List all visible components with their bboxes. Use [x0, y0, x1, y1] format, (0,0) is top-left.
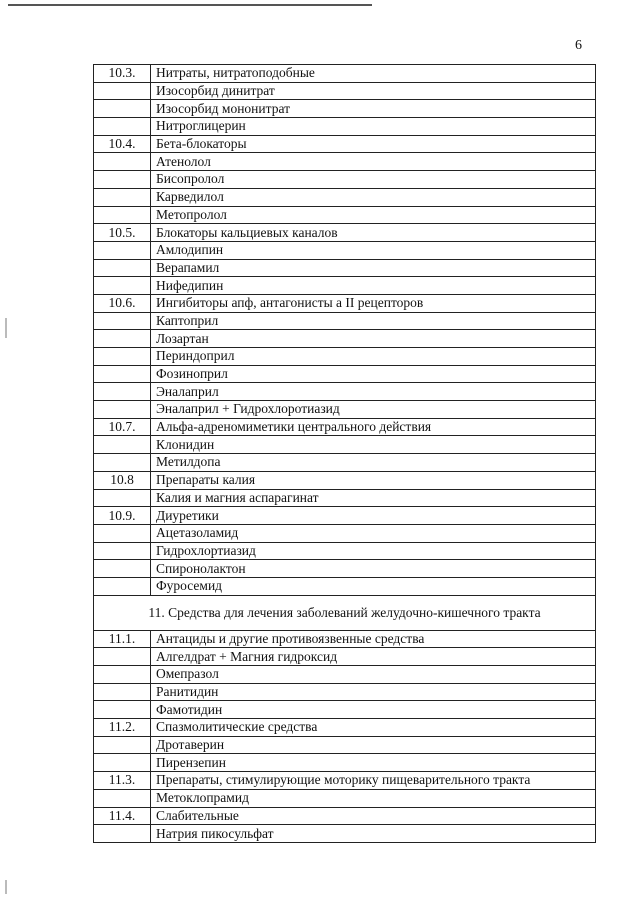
table-row [94, 630, 596, 648]
row-number-cell [94, 330, 151, 348]
table-row [94, 118, 596, 136]
table-row [94, 789, 596, 807]
row-number-cell [94, 365, 151, 383]
table-row [94, 577, 596, 595]
table-row [94, 294, 596, 312]
table-row [94, 383, 596, 401]
row-number-cell [94, 648, 151, 666]
table-row [94, 719, 596, 737]
row-name-cell: Лозартан [151, 330, 596, 348]
table-row [94, 701, 596, 719]
row-name-cell: Калия и магния аспарагинат [151, 489, 596, 507]
row-number-cell [94, 312, 151, 330]
row-number-cell [94, 277, 151, 295]
table-row [94, 401, 596, 419]
table-row [94, 330, 596, 348]
row-number-cell [94, 683, 151, 701]
row-number-cell: 10.3. [94, 65, 151, 83]
row-name-cell: Атенолол [151, 153, 596, 171]
row-number-cell [94, 701, 151, 719]
row-name-cell: Нифедипин [151, 277, 596, 295]
row-name-cell: Ранитидин [151, 683, 596, 701]
row-number-cell: 10.7. [94, 418, 151, 436]
table-row [94, 365, 596, 383]
table-row [94, 524, 596, 542]
table-row [94, 736, 596, 754]
section-heading-row [94, 595, 596, 630]
table-row [94, 259, 596, 277]
row-name-cell: Слабительные [151, 807, 596, 825]
table-row [94, 135, 596, 153]
row-name-cell: Фуросемид [151, 577, 596, 595]
row-number-cell: 10.8 [94, 471, 151, 489]
row-name-cell: Натрия пикосульфат [151, 825, 596, 843]
row-number-cell [94, 577, 151, 595]
row-number-cell: 11.4. [94, 807, 151, 825]
row-number-cell [94, 454, 151, 472]
table-row [94, 153, 596, 171]
scan-top-line [8, 4, 372, 6]
row-number-cell [94, 789, 151, 807]
table-row [94, 454, 596, 472]
row-name-cell: Метилдопа [151, 454, 596, 472]
table-row [94, 188, 596, 206]
scan-margin-mark [5, 880, 7, 894]
table-row [94, 348, 596, 366]
row-name-cell: Метоклопрамид [151, 789, 596, 807]
row-number-cell [94, 383, 151, 401]
row-name-cell: Эналаприл [151, 383, 596, 401]
page-number: 6 [575, 38, 582, 53]
row-name-cell: Ингибиторы апф, антагонисты а II рецепторов [151, 294, 596, 312]
row-name-cell: Пирензепин [151, 754, 596, 772]
table-row [94, 206, 596, 224]
table-row [94, 471, 596, 489]
row-name-cell: Клонидин [151, 436, 596, 454]
table-row [94, 312, 596, 330]
table-row [94, 100, 596, 118]
row-number-cell [94, 188, 151, 206]
row-name-cell: Нитраты, нитратоподобные [151, 65, 596, 83]
row-number-cell [94, 259, 151, 277]
row-number-cell [94, 542, 151, 560]
row-number-cell: 10.6. [94, 294, 151, 312]
row-name-cell: Карведилол [151, 188, 596, 206]
row-number-cell: 11.3. [94, 772, 151, 790]
row-number-cell [94, 401, 151, 419]
row-name-cell: Препараты, стимулирующие моторику пищеварительного тракта [151, 772, 596, 790]
row-name-cell: Блокаторы кальциевых каналов [151, 224, 596, 242]
row-number-cell: 10.9. [94, 507, 151, 525]
table-row [94, 825, 596, 843]
medication-table [93, 64, 596, 843]
row-name-cell: Препараты калия [151, 471, 596, 489]
row-name-cell: Алгелдрат + Магния гидроксид [151, 648, 596, 666]
row-number-cell [94, 100, 151, 118]
row-name-cell: Ацетазоламид [151, 524, 596, 542]
table-row [94, 754, 596, 772]
section-heading: 11. Средства для лечения заболеваний желудочно-кишечного тракта [94, 595, 596, 630]
table-row [94, 683, 596, 701]
row-name-cell: Фозиноприл [151, 365, 596, 383]
row-number-cell [94, 436, 151, 454]
row-name-cell: Периндоприл [151, 348, 596, 366]
row-name-cell: Бета-блокаторы [151, 135, 596, 153]
row-name-cell: Изосорбид динитрат [151, 82, 596, 100]
row-number-cell [94, 348, 151, 366]
row-number-cell [94, 118, 151, 136]
row-number-cell [94, 524, 151, 542]
row-name-cell: Каптоприл [151, 312, 596, 330]
row-name-cell: Метопролол [151, 206, 596, 224]
row-name-cell: Альфа-адреномиметики центрального действия [151, 418, 596, 436]
row-name-cell: Дротаверин [151, 736, 596, 754]
table-row [94, 277, 596, 295]
table-row [94, 542, 596, 560]
row-name-cell: Диуретики [151, 507, 596, 525]
row-number-cell: 10.4. [94, 135, 151, 153]
table-row [94, 807, 596, 825]
table-row [94, 418, 596, 436]
row-name-cell: Антациды и другие противоязвенные средства [151, 630, 596, 648]
table-row [94, 666, 596, 684]
table-row [94, 648, 596, 666]
table-row [94, 489, 596, 507]
row-number-cell [94, 241, 151, 259]
table-row [94, 436, 596, 454]
row-number-cell: 11.1. [94, 630, 151, 648]
row-name-cell: Эналаприл + Гидрохлоротиазид [151, 401, 596, 419]
row-name-cell: Фамотидин [151, 701, 596, 719]
row-name-cell: Изосорбид мононитрат [151, 100, 596, 118]
row-name-cell: Нитроглицерин [151, 118, 596, 136]
row-number-cell [94, 153, 151, 171]
row-number-cell: 10.5. [94, 224, 151, 242]
row-number-cell [94, 560, 151, 578]
table-row [94, 507, 596, 525]
table-row [94, 560, 596, 578]
row-number-cell [94, 666, 151, 684]
row-name-cell: Амлодипин [151, 241, 596, 259]
row-number-cell [94, 206, 151, 224]
table-row [94, 772, 596, 790]
table-row [94, 171, 596, 189]
table-row [94, 224, 596, 242]
table-row [94, 241, 596, 259]
row-number-cell [94, 754, 151, 772]
row-number-cell [94, 171, 151, 189]
row-number-cell [94, 736, 151, 754]
row-number-cell [94, 825, 151, 843]
row-number-cell: 11.2. [94, 719, 151, 737]
table-row [94, 82, 596, 100]
scan-margin-mark [5, 318, 7, 338]
row-number-cell [94, 82, 151, 100]
row-name-cell: Спиронолактон [151, 560, 596, 578]
row-number-cell [94, 489, 151, 507]
row-name-cell: Спазмолитические средства [151, 719, 596, 737]
table-row [94, 65, 596, 83]
row-name-cell: Верапамил [151, 259, 596, 277]
row-name-cell: Омепразол [151, 666, 596, 684]
row-name-cell: Бисопролол [151, 171, 596, 189]
row-name-cell: Гидрохлортиазид [151, 542, 596, 560]
